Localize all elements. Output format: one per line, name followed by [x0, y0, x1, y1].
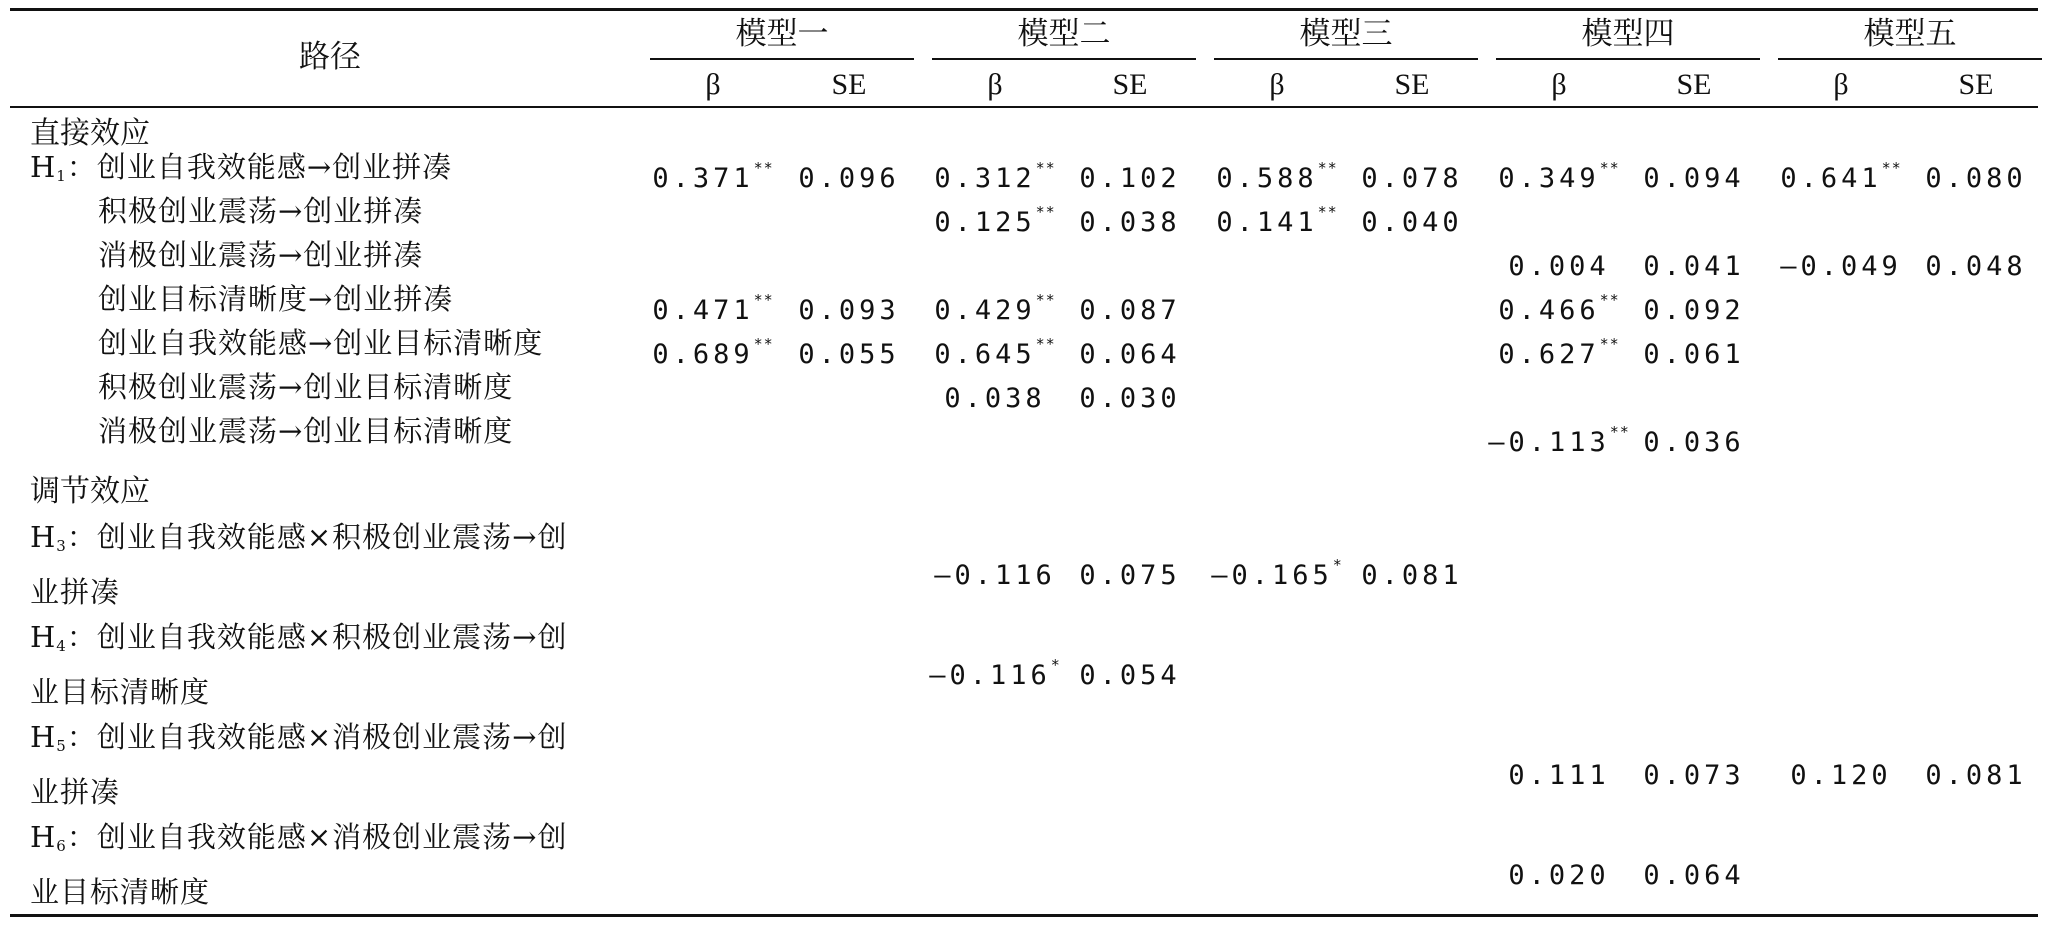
se-value: [1035, 648, 1225, 693]
significance-stars: **: [753, 335, 774, 353]
coefficient-text: —0.116: [934, 560, 1056, 591]
coefficient-text: 0.038: [1079, 207, 1181, 238]
coefficient-text: 0.004: [1508, 251, 1610, 282]
model-header: 模型三: [1299, 16, 1393, 52]
model-header: 模型五: [1863, 16, 1957, 52]
path-label-text: ：创业自我效能感×消极创业震荡→创: [66, 720, 568, 754]
coefficient-text: 0.312: [934, 163, 1036, 194]
se-column-header: SE: [1676, 68, 1712, 101]
coefficient-text: 0.429: [934, 295, 1036, 326]
table-top-rule: [10, 8, 2038, 11]
path-label-text: 消极创业震荡→创业拼凑: [98, 238, 424, 272]
path-label-text: 积极创业震荡→创业拼凑: [98, 194, 424, 228]
coefficient-text: 0.645: [934, 339, 1036, 370]
beta-column-header: β: [705, 68, 721, 101]
coefficient-text: 0.689: [652, 339, 754, 370]
coefficient-text: 0.075: [1079, 560, 1181, 591]
beta-column-header: β: [1269, 68, 1285, 101]
path-label-text: 消极创业震荡→创业目标清晰度: [98, 414, 514, 448]
se-value: [1599, 415, 1789, 460]
model-header-rule: [650, 58, 914, 60]
se-value: [1035, 371, 1225, 416]
path-label: [30, 520, 567, 563]
coefficient-text: 0.120: [1790, 760, 1892, 791]
path-label-text: 创业目标清晰度→创业拼凑: [98, 282, 454, 316]
path-label: [30, 150, 452, 193]
model-header-rule: [1496, 58, 1760, 60]
path-label-text: 创业自我效能感→创业目标清晰度: [98, 326, 544, 360]
coefficient-text: 0.371: [652, 163, 754, 194]
coefficient-text: 0.093: [798, 295, 900, 326]
significance-stars: **: [1035, 159, 1056, 177]
significance-stars: **: [1881, 159, 1902, 177]
path-label-continuation: 业拼凑: [30, 575, 121, 609]
path-label: [98, 326, 543, 360]
coefficient-text: 0.111: [1508, 760, 1610, 791]
coefficient-text: 0.349: [1498, 163, 1600, 194]
se-value: [1881, 748, 2048, 793]
path-label: [30, 620, 567, 663]
coefficient-text: 0.081: [1361, 560, 1463, 591]
se-value: [1317, 195, 1507, 240]
coefficient-text: 0.102: [1079, 163, 1181, 194]
coefficient-text: 0.040: [1361, 207, 1463, 238]
coefficient-text: 0.466: [1498, 295, 1600, 326]
significance-stars: **: [1035, 335, 1056, 353]
path-header: 路径: [299, 39, 361, 75]
significance-stars: **: [1609, 423, 1630, 441]
coefficient-text: 0.054: [1079, 660, 1181, 691]
se-value: [1317, 548, 1507, 593]
coefficient-text: —0.116: [929, 660, 1051, 691]
coefficient-text: 0.073: [1643, 760, 1745, 791]
se-value: [1881, 239, 2048, 284]
se-column-header: SE: [1112, 68, 1148, 101]
coefficient-text: 0.064: [1643, 860, 1745, 891]
coefficient-text: 0.078: [1361, 163, 1463, 194]
table-bottom-rule: [10, 914, 2038, 917]
hypothesis-number: 1: [56, 167, 67, 185]
coefficient-text: 0.641: [1780, 163, 1882, 194]
coefficient-text: 0.055: [798, 339, 900, 370]
coefficient-text: —0.165: [1211, 560, 1333, 591]
se-value: [1035, 283, 1225, 328]
path-label-text: ：创业自我效能感→创业拼凑: [66, 150, 453, 184]
coefficient-text: 0.041: [1643, 251, 1745, 282]
se-column-header: SE: [831, 68, 867, 101]
coefficient-text: 0.141: [1216, 207, 1318, 238]
path-label-text: 积极创业震荡→创业目标清晰度: [98, 370, 514, 404]
hypothesis-prefix: H: [30, 820, 57, 854]
coefficient-text: 0.080: [1925, 163, 2027, 194]
coefficient-text: 0.020: [1508, 860, 1610, 891]
coefficient-text: 0.627: [1498, 339, 1600, 370]
se-column-header: SE: [1394, 68, 1430, 101]
coefficient-text: 0.036: [1643, 427, 1745, 458]
significance-stars: **: [1035, 203, 1056, 221]
path-label-text: ：创业自我效能感×积极创业震荡→创: [66, 520, 568, 554]
hypothesis-number: 4: [56, 637, 67, 655]
coefficient-text: 0.048: [1925, 251, 2027, 282]
section-moderation-effect: 调节效应: [30, 474, 150, 509]
model-header: 模型四: [1581, 16, 1675, 52]
path-label-continuation: 业目标清晰度: [30, 875, 211, 909]
path-label-continuation: 业拼凑: [30, 775, 121, 809]
significance-stars: **: [1599, 335, 1620, 353]
significance-stars: **: [753, 291, 774, 309]
se-value: [1035, 327, 1225, 372]
hypothesis-prefix: H: [30, 620, 57, 654]
coefficient-text: 0.064: [1079, 339, 1181, 370]
coefficient-text: 0.471: [652, 295, 754, 326]
coefficient-text: —0.113: [1488, 427, 1610, 458]
significance-stars: **: [1035, 291, 1056, 309]
hypothesis-prefix: H: [30, 520, 57, 554]
significance-stars: **: [1317, 159, 1338, 177]
significance-stars: *: [1332, 556, 1343, 574]
hypothesis-number: 6: [56, 837, 67, 855]
beta-column-header: β: [987, 68, 1003, 101]
significance-stars: *: [1050, 656, 1061, 674]
table-header-rule: [10, 106, 2038, 108]
path-label: [30, 820, 567, 863]
path-label-text: ：创业自我效能感×消极创业震荡→创: [66, 820, 568, 854]
coefficient-text: 0.092: [1643, 295, 1745, 326]
coefficient-text: —0.049: [1780, 251, 1902, 282]
beta-column-header: β: [1551, 68, 1567, 101]
path-label: [98, 282, 453, 316]
path-label: [30, 720, 567, 763]
significance-stars: **: [1599, 159, 1620, 177]
coefficient-text: 0.030: [1079, 383, 1181, 414]
coefficient-text: 0.061: [1643, 339, 1745, 370]
coefficient-text: 0.588: [1216, 163, 1318, 194]
coefficient-text: 0.087: [1079, 295, 1181, 326]
coefficient-text: 0.038: [944, 383, 1046, 414]
model-header-rule: [932, 58, 1196, 60]
significance-stars: **: [1599, 291, 1620, 309]
coefficient-text: 0.081: [1925, 760, 2027, 791]
path-label: [98, 194, 423, 228]
significance-stars: **: [1317, 203, 1338, 221]
se-value: [1881, 151, 2048, 196]
model-header: 模型二: [1017, 16, 1111, 52]
coefficient-text: 0.094: [1643, 163, 1745, 194]
path-label: [98, 414, 513, 448]
hypothesis-prefix: H: [30, 150, 57, 184]
hypothesis-prefix: H: [30, 720, 57, 754]
model-header-rule: [1214, 58, 1478, 60]
path-label-continuation: 业目标清晰度: [30, 675, 211, 709]
se-value: [1599, 848, 1789, 893]
coefficient-text: 0.125: [934, 207, 1036, 238]
section-direct-effect: 直接效应: [30, 116, 150, 151]
path-label: [98, 238, 423, 272]
se-column-header: SE: [1958, 68, 1994, 101]
se-value: [1599, 327, 1789, 372]
coefficient-text: 0.096: [798, 163, 900, 194]
hypothesis-number: 3: [56, 537, 67, 555]
model-header-rule: [1778, 58, 2042, 60]
model-header: 模型一: [735, 16, 829, 52]
beta-column-header: β: [1833, 68, 1849, 101]
path-label-text: ：创业自我效能感×积极创业震荡→创: [66, 620, 568, 654]
se-value: [1599, 283, 1789, 328]
hypothesis-number: 5: [56, 737, 67, 755]
regression-table: [10, 0, 2038, 928]
significance-stars: **: [753, 159, 774, 177]
path-label: [98, 370, 513, 404]
